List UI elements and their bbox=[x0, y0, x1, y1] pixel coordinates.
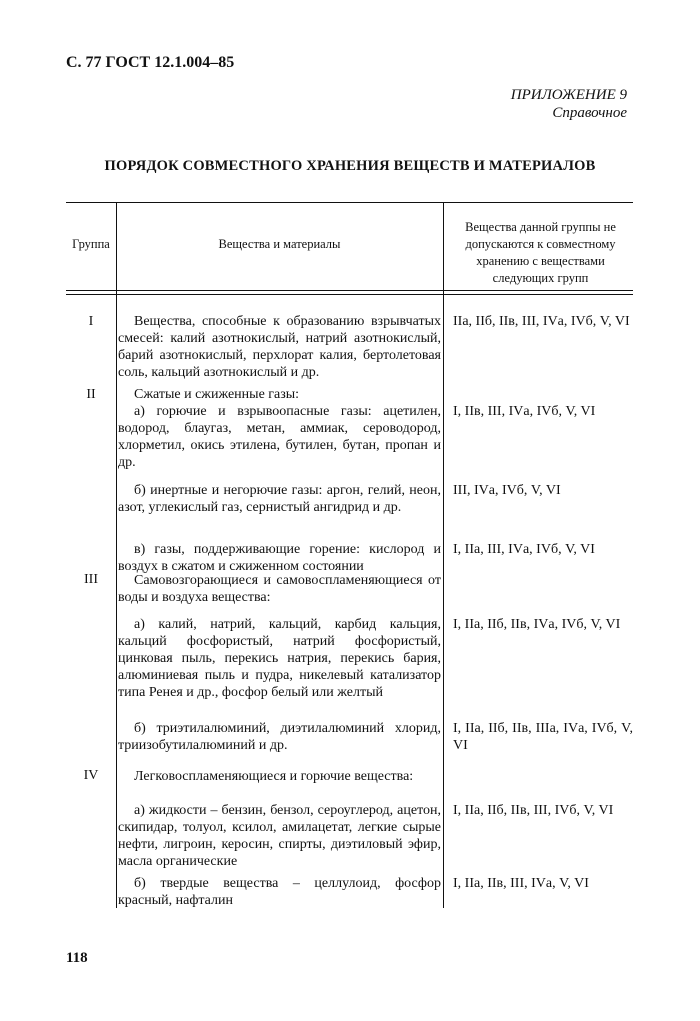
row-text bbox=[118, 616, 441, 701]
row-groups: IIа, IIб, IIв, III, IVа, IVб, V, VI bbox=[453, 314, 630, 329]
table-top-rule bbox=[66, 202, 633, 203]
row-groups: III, IVа, IVб, V, VI bbox=[453, 483, 561, 498]
row-text bbox=[118, 403, 441, 471]
row-group: IV bbox=[83, 768, 99, 783]
row-group: II bbox=[86, 387, 96, 402]
page-number: 118 bbox=[66, 950, 88, 966]
page-ref: С. 77 ГОСТ 12.1.004–85 bbox=[66, 54, 235, 71]
row-text-content: а) жидкости – бензин, бензол, сероуглерод, ацетон, скипидар, толуол, ксилол, амилацетат, легкие сырые нефти, лигроин, керосин, спирты, диэтиловый эфир, масла органические bbox=[118, 803, 441, 869]
row-group: III bbox=[84, 572, 98, 587]
row-groups: I, IIа, IIб, IIв, IIIа, IVа, IVб, V, VI bbox=[453, 721, 633, 753]
row-groups: I, IIв, III, IVа, IVб, V, VI bbox=[453, 404, 596, 419]
page-title: ПОРЯДОК СОВМЕСТНОГО ХРАНЕНИЯ ВЕЩЕСТВ И МАТЕРИАЛОВ bbox=[104, 158, 596, 174]
row-text-content: Легковоспламеняющиеся и горючие вещества: bbox=[134, 769, 414, 784]
row-text bbox=[118, 482, 441, 516]
row-text bbox=[118, 572, 441, 606]
header-group: Группа bbox=[72, 237, 110, 251]
row-groups: I, IIа, III, IVа, IVб, V, VI bbox=[453, 542, 595, 557]
row-text-content: Сжатые и сжиженные газы: bbox=[134, 387, 300, 402]
row-text-content: б) триэтилалюминий, диэтилалюминий хлорид, триизобутилалюминий и др. bbox=[118, 721, 441, 753]
header-substances: Вещества и материалы bbox=[218, 237, 341, 251]
row-text-content: Вещества, способные к образованию взрывчатых смесей: калий азотнокислый, натрий азотнокислый, барий азотнокислый, перхлорат калия, бертолетовая соль, кальций азотнокислый и др. bbox=[118, 314, 441, 380]
row-text-content: б) твердые вещества – целлулоид, фосфор красный, нафталин bbox=[118, 876, 441, 908]
row-text bbox=[118, 875, 441, 909]
table-header-rule-2 bbox=[66, 294, 633, 295]
row-text bbox=[118, 768, 441, 785]
row-text-content: в) газы, поддерживающие горение: кислород и воздух в сжатом и сжиженном состоянии bbox=[118, 542, 441, 574]
row-groups: I, IIа, IIб, IIв, IVа, IVб, V, VI bbox=[453, 617, 621, 632]
row-group: I bbox=[88, 314, 94, 329]
row-text bbox=[118, 541, 441, 575]
header-incompatible: Вещества данной группы не допускаются к совместному хранению с веществами следующих групп bbox=[465, 220, 616, 285]
row-text-content: а) калий, натрий, кальций, карбид кальция, кальций фосфористый, натрий фосфористый, цинковая пыль, перекись натрия, перекись бария, алюминиевая пыль и пудра, никелевый катализатор типа Ренея и др., фосфор белый или желтый bbox=[118, 617, 441, 700]
row-text-content: а) горючие и взрывоопасные газы: ацетилен, водород, блаугаз, метан, аммиак, сероводород, хлорметил, окись этилена, бутилен, бутан, пропан и др. bbox=[118, 404, 441, 470]
row-text-content: б) инертные и негорючие газы: аргон, гелий, неон, азот, углекислый газ, сернистый ангидрид и др. bbox=[118, 483, 441, 515]
table-col-divider-2 bbox=[443, 202, 444, 908]
table-col-divider-1 bbox=[116, 202, 117, 908]
row-groups: I, IIа, IIв, III, IVа, V, VI bbox=[453, 876, 589, 891]
appendix-type: Справочное bbox=[552, 105, 627, 121]
row-text bbox=[118, 802, 441, 870]
row-text bbox=[118, 313, 441, 381]
row-text-content: Самовозгорающиеся и самовоспламеняющиеся от воды и воздуха вещества: bbox=[118, 573, 441, 605]
appendix-block bbox=[511, 86, 627, 122]
table-header-rule bbox=[66, 290, 633, 291]
appendix-label: ПРИЛОЖЕНИЕ 9 bbox=[510, 87, 627, 103]
row-text bbox=[118, 720, 441, 754]
row-groups: I, IIа, IIб, IIв, III, IVб, V, VI bbox=[453, 803, 614, 818]
row-text bbox=[118, 386, 441, 403]
